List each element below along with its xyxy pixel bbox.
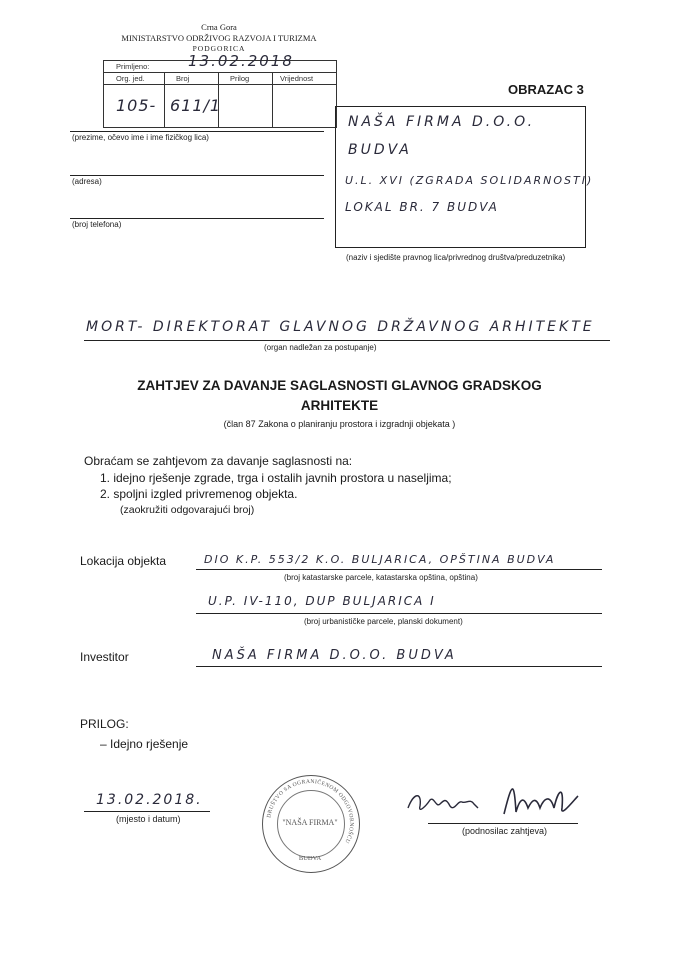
date-caption: (mjesto i datum) [116,814,181,824]
signer-caption: (podnosilac zahtjeva) [462,826,548,836]
received-date: 13.02.2018 [188,52,294,70]
applicant-phone-line [70,218,324,219]
applicant-address-line [70,175,324,176]
law-reference: (član 87 Zakona o planiranju prostora i izgradnji objekata ) [223,419,456,429]
request-intro: Obraćam se zahtjevom za davanje saglasnosti na: [84,454,353,468]
location-caption-2: (broj urbanističke parcele, planski dokument) [304,617,463,626]
company-line-2: BUDVA [348,142,412,158]
company-line-3: U.L. XVI (ZGRADA SOLIDARNOSTI) [345,174,594,187]
registry-org-value: 105- [116,96,157,115]
document-title-line-2: ARHITEKTE [300,398,379,413]
stamp-ministry: MINISTARSTVO ODRŽIVOG RAZVOJA I TURIZMA [121,33,317,43]
request-note: (zaokružiti odgovarajući broj) [120,504,255,516]
date-value: 13.02.2018. [96,792,203,808]
location-line-2 [196,613,602,614]
applicant-name-caption: (prezime, očevo ime i ime fizičkog lica) [72,133,209,142]
location-value-2: U.P. IV-110, DUP BULJARICA I [208,594,436,608]
investor-value: NAŠA FIRMA D.O.O. BUDVA [212,648,457,663]
location-label: Lokacija objekta [80,554,167,568]
stamp-country: Crna Gora [201,22,237,32]
col-org: Org. jed. [116,74,145,83]
form-code: OBRAZAC 3 [508,82,584,97]
document-title: ZAHTJEV ZA DAVANJE SAGLASNOSTI GLAVNOG GRADSKOG [137,378,542,393]
col-prilog: Prilog [230,74,250,83]
signature-line [428,823,578,824]
registry-stamp-grid [103,60,337,128]
company-line-1: NAŠA FIRMA D.O.O. [348,114,536,130]
request-item-1: 1. idejno rješenje zgrade, trga i ostalih javnih prostora u naseljima; [100,471,452,485]
authority-caption: (organ nadležan za postupanje) [264,343,377,352]
authority-line [84,340,610,341]
col-vrijednost: Vrijednost [280,74,314,83]
col-broj: Broj [176,74,190,83]
request-item-2: 2. spoljni izgled privremenog objekta. [100,487,298,501]
svg-text:DRUŠTVO SA OGRANIČENOM ODGOVOR: DRUŠTVO SA OGRANIČENOM ODGOVORNOŠĆU [266,778,355,845]
round-stamp-bottom: BUDVA [298,855,322,862]
applicant-address-caption: (adresa) [72,177,102,186]
location-caption-1: (broj katastarske parcele, katastarska opština, opština) [284,573,478,582]
signature [404,778,582,824]
applicant-phone-caption: (broj telefona) [72,220,122,229]
applicant-name-line [70,131,324,132]
registry-number-value: 611/1 [170,96,222,115]
date-line [84,811,210,812]
attachment-item: – Idejno rješenje [100,737,189,751]
authority-value: MORT- DIREKTORAT GLAVNOG DRŽAVNOG ARHITEKTE [86,319,595,335]
attachment-label: PRILOG: [80,717,129,731]
location-line-1 [196,569,602,570]
investor-line [196,666,602,667]
stamp-city: PODGORICA [192,44,246,53]
round-stamp-center: "NAŠA FIRMA" [282,818,338,827]
location-value-1: DIO K.P. 553/2 K.O. BULJARICA, OPŠTINA BUDVA [204,553,556,566]
investor-label: Investitor [80,650,129,664]
company-caption: (naziv i sjedište pravnog lica/privrednog društva/preduzetnika) [346,253,566,262]
company-line-4: LOKAL BR. 7 BUDVA [345,200,499,214]
received-label: Primljeno: [116,62,150,71]
